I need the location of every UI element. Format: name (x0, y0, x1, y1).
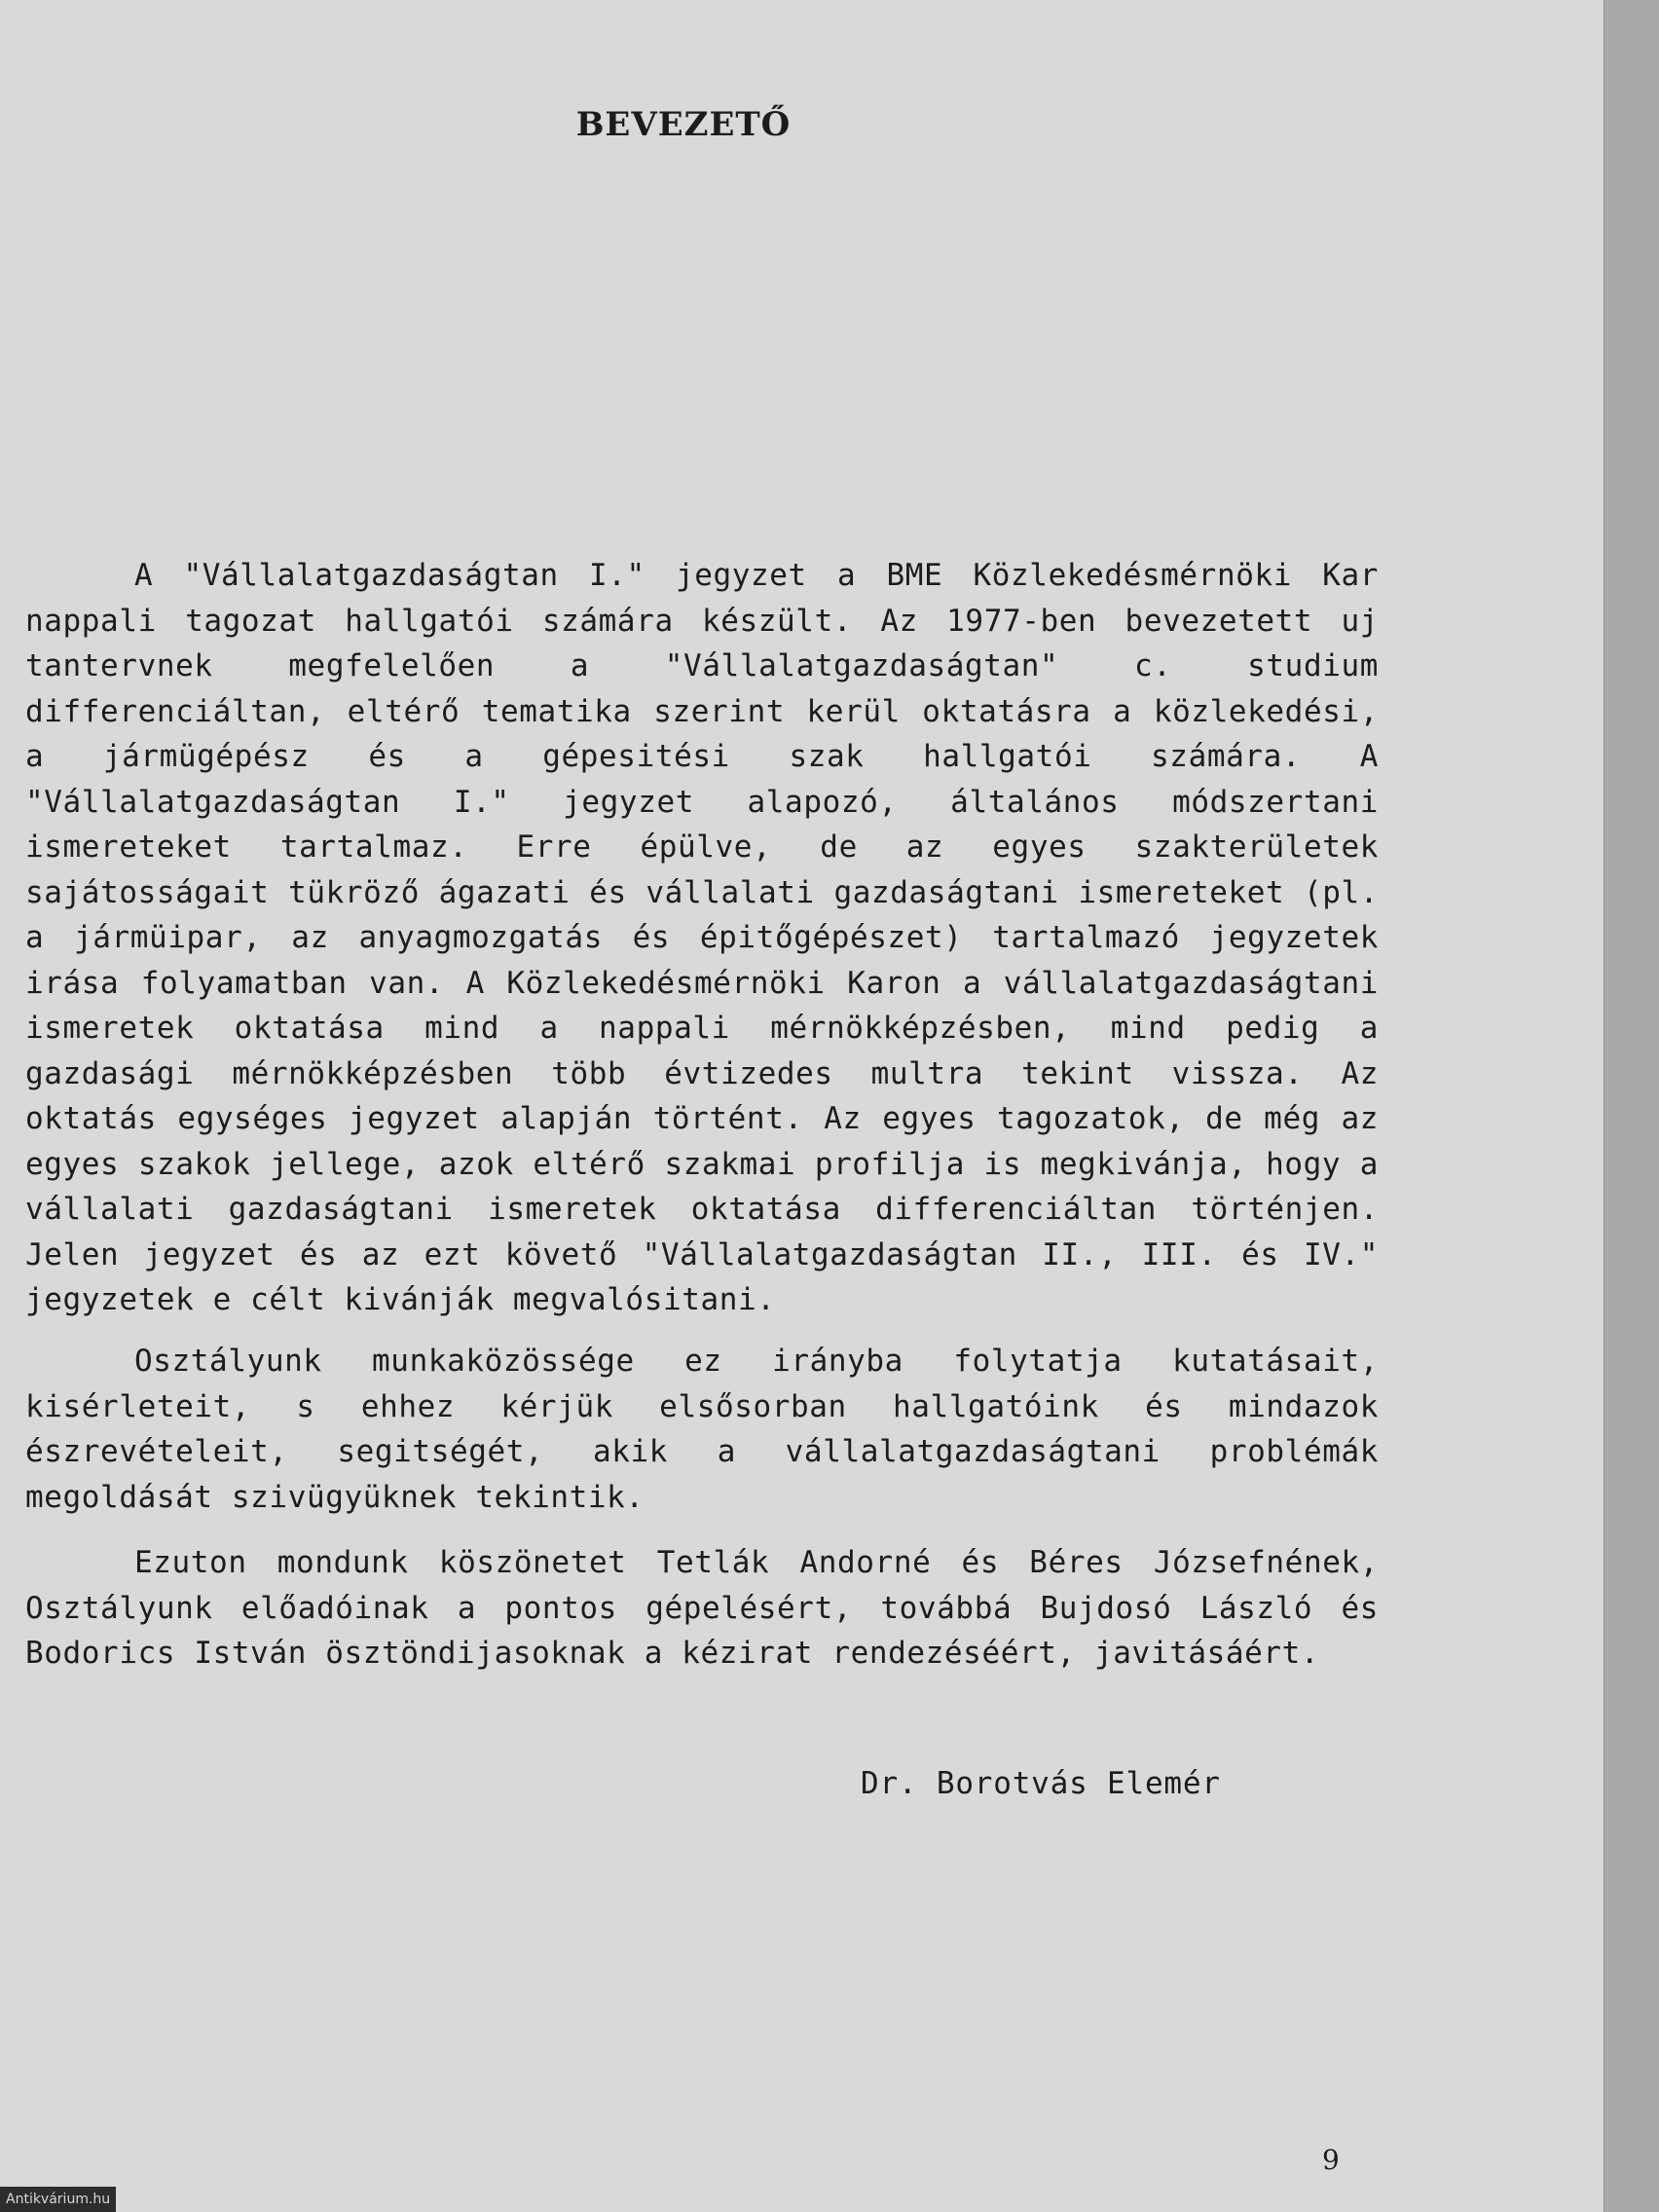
page-title: BEVEZETŐ (575, 105, 792, 144)
research-paragraph: Osztályunk munkaközössége ez irányba folytatja kutatásait, kisérleteit, s ehhez kérjük elsősorban hallgatóink és mindazok észrevételeit, segitségét, akik a vállalatgazdaságtani problémák megoldását szivügyüknek tekintik. (25, 1344, 1379, 1515)
intro-paragraph: A "Vállalatgazdaságtan I." jegyzet a BME Közlekedésmérnöki Kar nappali tagozat hallgatói számára készült. Az 1977-ben bevezetett uj tantervnek megfelelően a "Vállalatgazdaságtan" c. studium differenciáltan, eltérő tematika szerint kerül oktatásra a közlekedési, a jármügépész és a gépesitési szak hallgatói számára. A "Vállalatgazdaságtan I." jegyzet alapozó, általános módszertani ismereteket tartalmaz. Erre épülve, de az egyes szakterületek sajátosságait tükröző ágazati és vállalati gazdaságtani ismereteket (pl. a jármüipar, az anyagmozgatás és épitőgépészet) tartalmazó jegyzetek irása folyamatban van. A Közlekedésmérnöki Karon a vállalatgazdaságtani ismeretek oktatása mind a nappali mérnökképzésben, mind pedig a gazdasági mérnökképzésben több évtizedes multra tekint vissza. Az oktatás egységes jegyzet alapján történt. Az egyes tagozatok, de még az egyes szakok jellege, azok eltérő szakmai profilja is megkivánja, hogy a vállalati gazdaságtani ismeretek oktatása differenciáltan történjen. Jelen jegyzet és az ezt követő "Vállalatgazdaságtan II., III. és IV." jegyzetek e célt kivánják megvalósitani. (25, 558, 1379, 1317)
author-signature: Dr. Borotvás Elemér (861, 1766, 1221, 1801)
acknowledgement-paragraph: Ezuton mondunk köszönetet Tetlák Andorné és Béres Józsefnének, Osztályunk előadóinak a pontos gépelésért, továbbá Bujdosó László és Bodorics István ösztöndijasoknak a kézirat rendezéséért, javitásáért. (25, 1545, 1379, 1671)
page-number: 9 (1322, 2144, 1340, 2176)
site-watermark: Antikvárium.hu (0, 2187, 116, 2212)
page-edge-shadow (1604, 0, 1659, 2212)
